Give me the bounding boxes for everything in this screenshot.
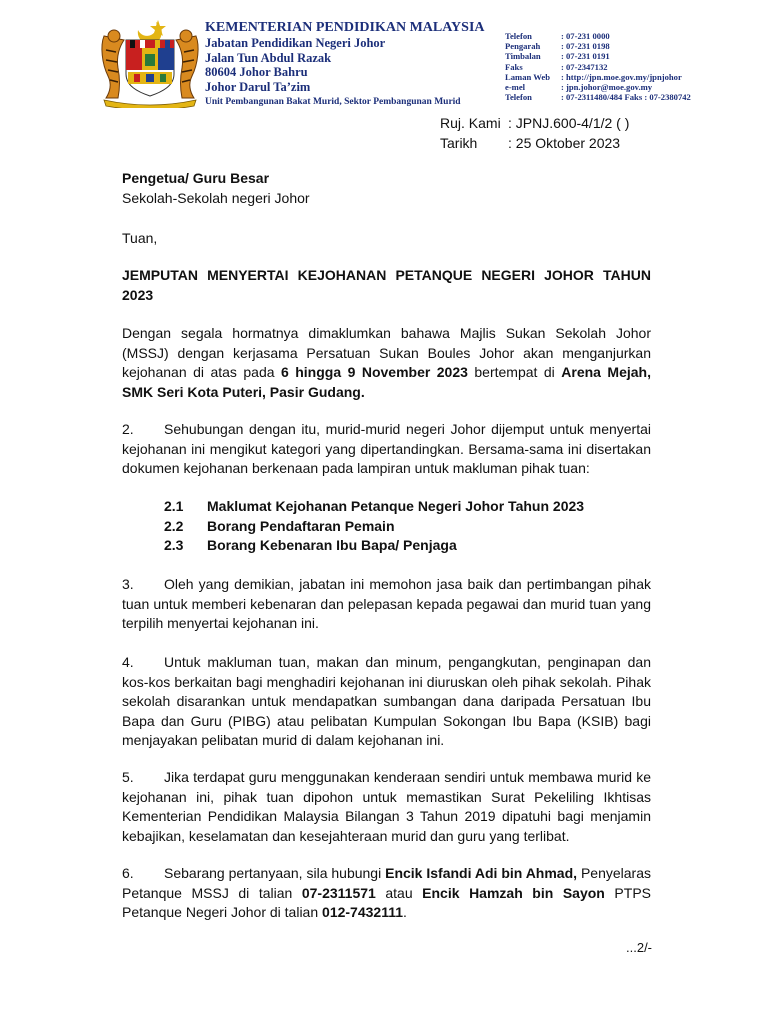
contact-row (505, 62, 691, 72)
contact-label: Telefon (505, 92, 532, 103)
contact-row (505, 82, 691, 92)
contact-label: Timbalan (505, 51, 541, 62)
contact-value: : 07-231 0191 (561, 51, 610, 62)
coat-of-arms-icon (98, 16, 202, 108)
contact-label: Telefon (505, 31, 532, 41)
state-name: Johor Darul Ta’zim (205, 79, 311, 94)
paragraph-1 (122, 324, 651, 402)
ministry-name: KEMENTERIAN PENDIDIKAN MALAYSIA (205, 20, 485, 35)
item-label: Borang Kebenaran Ibu Bapa/ Penjaga (207, 537, 457, 554)
letterhead-agency (205, 20, 485, 108)
contact-person-2: Encik Hamzah bin Sayon (422, 884, 605, 901)
para6-text: Sebarang pertanyaan, sila hubungi (164, 865, 386, 881)
ruj-value: : JPNJ.600-4/1/2 ( ) (508, 115, 630, 131)
contact-row (505, 31, 691, 41)
contact-label: e-mel (505, 82, 526, 93)
para1-text: bertempat di (467, 364, 562, 381)
reference-block (440, 113, 629, 153)
paragraph-6 (122, 864, 651, 923)
contact-phone-1: 07-2311571 (301, 884, 376, 901)
postcode-city: 80604 Johor Bahru (205, 65, 308, 80)
paragraph-number: 2. (122, 421, 134, 437)
para5-text: Jika terdapat guru menggunakan kenderaan sendiri untuk membawa murid ke kejohanan ini, pihak tuan dipohon untuk memastikan Surat Pekeliling Ikhtisas Kementerian Pendidikan Malaysia Bilangan 3 Tahun 2019 dipatuhi bagi menjamin kebajikan, keselamatan dan kesejahteraan murid dan guru yang terlibat. (122, 769, 651, 844)
recipient-org: Sekolah-Sekolah negeri Johor (122, 189, 310, 206)
item-number: 2.1 (164, 498, 184, 514)
para6-text: atau (375, 884, 423, 901)
attachment-list (164, 497, 584, 556)
paragraph-2 (122, 420, 651, 479)
contact-label: Faks (505, 61, 523, 72)
tarikh-value: : 25 Oktober 2023 (508, 135, 621, 151)
para6-text: . (403, 904, 407, 921)
email-link[interactable]: : jpn.johor@moe.gov.my (561, 82, 653, 93)
paragraph-5 (122, 768, 651, 846)
salutation: Tuan, (122, 230, 158, 246)
date-row (440, 133, 629, 153)
website-link[interactable]: : http://jpn.moe.gov.my/jpnjohor (561, 71, 682, 82)
paragraph-number: 3. (122, 576, 134, 592)
paragraph-4 (122, 653, 651, 751)
para1-text: Dengan segala hormatnya dimaklumkan bahawa Majlis Sukan Sekolah Johor (MSSJ) dengan kerjasama Persatuan Sukan Boules Johor akan menganjurkan kejohanan di atas pada (122, 325, 651, 381)
subject-line (122, 266, 651, 305)
contact-phone-2: 012-7432111 (322, 904, 404, 921)
contact-value: : 07-2347132 (561, 61, 608, 72)
letterhead-contacts (505, 31, 691, 102)
contact-label: Pengarah (505, 41, 541, 52)
paragraph-number: 4. (122, 654, 134, 670)
street-address: Jalan Tun Abdul Razak (205, 50, 332, 65)
para6-text: Penyelaras Petanque MSSJ di talian (122, 865, 651, 901)
department-name: Jabatan Pendidikan Negeri Johor (205, 36, 386, 50)
paragraph-3 (122, 575, 651, 634)
reference-row (440, 113, 629, 133)
para3-text: Oleh yang demikian, jabatan ini memohon jasa baik dan pertimbangan pihak tuan untuk memberi kebenaran dan pelepasan kepada pegawai dan murid tuan yang terpilih menyertai kejohanan ini. (122, 576, 651, 632)
recipient-block (122, 169, 651, 208)
contact-value: : 07-2311480/484 Faks : 07-2380742 (561, 92, 691, 103)
contact-row (505, 41, 691, 51)
paragraph-number: 6. (122, 865, 134, 881)
contact-row (505, 72, 691, 82)
item-number: 2.2 (164, 517, 184, 534)
recipient-title: Pengetua/ Guru Besar (122, 170, 270, 186)
list-item (164, 497, 584, 517)
paragraph-number: 5. (122, 769, 134, 785)
event-dates: 6 hingga 9 November 2023 (280, 364, 468, 381)
item-number: 2.3 (164, 537, 184, 554)
ruj-label: Ruj. Kami (440, 115, 501, 131)
list-item (164, 517, 584, 537)
contact-value: : 07-231 0000 (561, 31, 610, 41)
list-item (164, 536, 584, 556)
item-label: Maklumat Kejohanan Petanque Negeri Johor Tahun 2023 (207, 498, 585, 514)
para6-text: PTPS Petanque Negeri Johor di talian (122, 884, 651, 921)
contact-row (505, 92, 691, 102)
para2-text: Sehubungan dengan itu, murid-murid negeri Johor dijemput untuk menyertai kejohanan ini mengikut kategori yang dipertandingkan. Bersama-sama ini disertakan dokumen kejohanan berkenaan pada lampiran untuk makluman pihak tuan: (122, 421, 651, 477)
tarikh-label: Tarikh (440, 135, 478, 151)
para4-text: Untuk makluman tuan, makan dan minum, pengangkutan, penginapan dan kos-kos berkaitan bagi menghadiri kejohanan ini diuruskan oleh pihak sekolah. Pihak sekolah disarankan untuk mendapatkan sumbangan dana daripada Persatuan Ibu Bapa dan Guru (PIBG) atau pelibatan Kumpulan Sokongan Ibu Bapa (KSIB) bagi menjayakan pelibatan murid di dalam kejohanan ini. (122, 654, 651, 749)
contact-row (505, 51, 691, 61)
contact-person-1: Encik Isfandi Adi bin Ahmad, (385, 865, 578, 881)
contact-label: Laman Web (505, 71, 550, 82)
event-venue: Arena Mejah, SMK Seri Kota Puteri, Pasir Gudang. (122, 364, 651, 400)
item-label: Borang Pendaftaran Pemain (207, 517, 395, 534)
subject-text: JEMPUTAN MENYERTAI KEJOHANAN PETANQUE NEGERI JOHOR TAHUN 2023 (122, 267, 651, 303)
unit-name: Unit Pembangunan Bakat Murid, Sektor Pembangunan Murid (205, 97, 461, 108)
contact-value: : 07-231 0198 (561, 41, 610, 52)
page-indicator: ...2/- (626, 940, 653, 955)
